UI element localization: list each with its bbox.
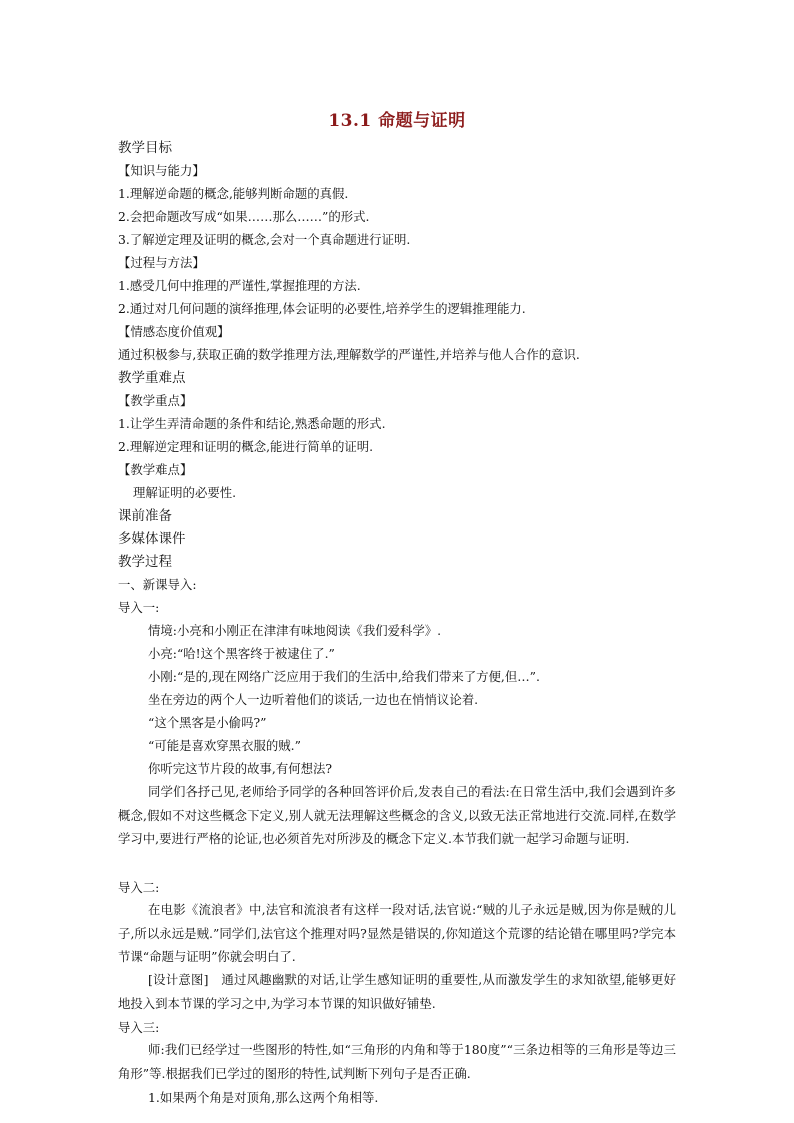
list-item: 2.理解逆定理和证明的概念,能进行简单的证明. bbox=[118, 439, 374, 454]
subheading-process: 【过程与方法】 bbox=[118, 255, 205, 270]
subheading-attitude: 【情感态度价值观】 bbox=[118, 324, 230, 339]
subheading-knowledge: 【知识与能力】 bbox=[118, 163, 205, 178]
difficulty-text: 理解证明的必要性. bbox=[133, 485, 237, 500]
story-question: 你听完这节片段的故事,有何想法? bbox=[148, 761, 333, 776]
intro-heading-2: 导入二: bbox=[118, 880, 160, 895]
paragraph-design-intent: [设计意图] 通过风趣幽默的对话,让学生感知证明的重要性,从而激发学生的求知欲望,能够更好地投入到本节课的学习之中,为学习本节课的知识做好铺垫. bbox=[118, 972, 676, 1011]
page-title: 13.1 命题与证明 bbox=[328, 111, 466, 131]
preparation-text: 多媒体课件 bbox=[118, 531, 186, 547]
subheading-difficulty: 【教学难点】 bbox=[118, 462, 193, 477]
list-item: 2.通过对几何问题的演绎推理,体会证明的必要性,培养学生的逻辑推理能力. bbox=[118, 301, 526, 316]
story-line: 坐在旁边的两个人一边听着他们的谈话,一边也在悄悄议论着. bbox=[148, 692, 479, 707]
section-heading-key-points: 教学重难点 bbox=[118, 370, 186, 386]
section-heading-objectives: 教学目标 bbox=[118, 140, 172, 156]
intro-heading-3: 导入三: bbox=[118, 1020, 160, 1035]
list-item: 2.会把命题改写成“如果……那么……”的形式. bbox=[118, 209, 370, 224]
section-heading-preparation: 课前准备 bbox=[118, 508, 172, 524]
list-item: 1.感受几何中推理的严谨性,掌握推理的方法. bbox=[118, 278, 361, 293]
subheading-key: 【教学重点】 bbox=[118, 393, 193, 408]
paragraph-teacher: 师:我们已经学过一些图形的特性,如“三角形的内角和等于180度”“三条边相等的三角形是等边三角形”等.根据我们已学过的图形的特性,试判断下列句子是否正确. bbox=[118, 1042, 676, 1081]
paragraph-discussion: 同学们各抒己见,老师给予同学的各种回答评价后,发表自己的看法:在日常生活中,我们会遇到许多概念,假如不对这些概念下定义,别人就无法理解这些概念的含义,以致无法正常地进行交流.同样,在数学学习中,要进行严格的论证,也必须首先对所涉及的概念下定义.本节我们就一起学习命题与证明. bbox=[118, 784, 676, 846]
subsection-heading: 一、新课导入: bbox=[118, 577, 197, 592]
paragraph-film: 在电影《流浪者》中,法官和流浪者有这样一段对话,法官说:“贼的儿子永远是贼,因为你是贼的儿子,所以永远是贼.”同学们,法官这个推理对吗?显然是错误的,你知道这个荒谬的结论错在哪里吗?学完本节课“命题与证明”你就会明白了. bbox=[118, 902, 676, 964]
story-line: “这个黑客是小偷吗?” bbox=[148, 715, 267, 730]
list-item: 1.让学生弄清命题的条件和结论,熟悉命题的形式. bbox=[118, 416, 386, 431]
list-item: 3.了解逆定理及证明的概念,会对一个真命题进行证明. bbox=[118, 232, 411, 247]
story-line: 小刚:“是的,现在网络广泛应用于我们的生活中,给我们带来了方便,但…”. bbox=[148, 669, 540, 684]
section-heading-process: 教学过程 bbox=[118, 554, 172, 570]
story-line: “可能是喜欢穿黑衣服的贼.” bbox=[148, 738, 301, 753]
attitude-text: 通过积极参与,获取正确的数学推理方法,理解数学的严谨性,并培养与他人合作的意识. bbox=[118, 347, 580, 362]
list-item: 1.理解逆命题的概念,能够判断命题的真假. bbox=[118, 186, 349, 201]
story-line: 小亮:“哈!这个黑客终于被逮住了.” bbox=[148, 646, 335, 661]
list-item: 1.如果两个角是对顶角,那么这两个角相等. bbox=[148, 1090, 379, 1105]
story-line: 情境:小亮和小刚正在津津有味地阅读《我们爱科学》. bbox=[148, 623, 442, 638]
intro-heading-1: 导入一: bbox=[118, 600, 160, 615]
